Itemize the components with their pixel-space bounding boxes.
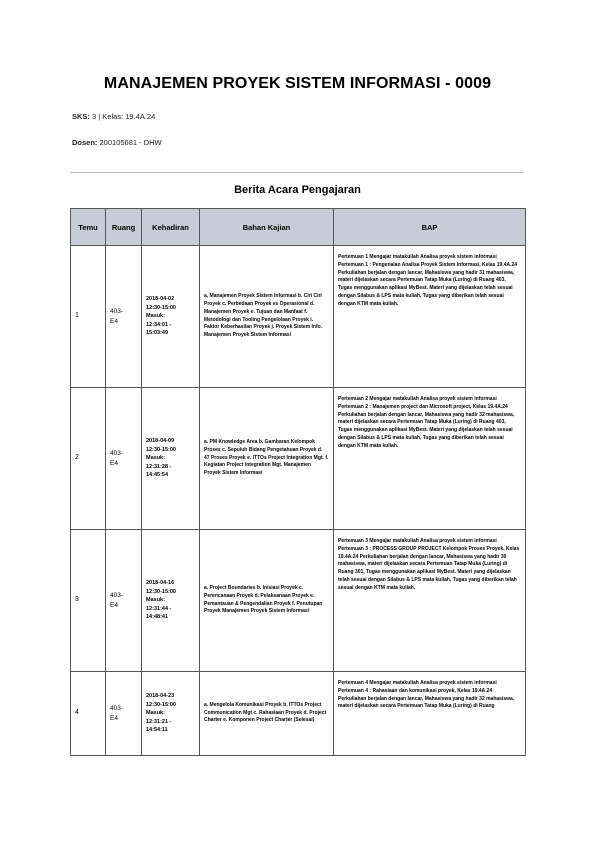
table-header-row [71, 209, 526, 246]
dosen-label: Dosen: [72, 138, 98, 147]
table-row [71, 246, 526, 388]
cell-bahan-kajian: a. PM Knowledge Area b. Gambaran Kelompok Proses c. Sepuluh Bidang Pengetahuan Proyek d. 47 Proses Proyek e. ITTOs Project Integration Mgt. f. Kegiatan Project Integration Mgt. Manajemen Proyek Sistem Informasi [200, 388, 334, 530]
cell-temu: 2 [71, 388, 106, 530]
cell-temu: 4 [71, 672, 106, 756]
cell-kehadiran: 2018-04-02 12:30-15:00 Masuk: 12:34:01 - 15:03:49 [142, 246, 200, 388]
sks-value: 3 | Kelas: 19.4A.24 [92, 112, 156, 121]
cell-kehadiran: 2018-04-23 12:30-15:00 Masuk: 12:31:21 - 14:54:11 [142, 672, 200, 756]
cell-bap: Pertemuan 4 Mengajar matakuliah Analisa proyek sistem informasi Pertemuan 4 : Rahasiaan dan komunikasi proyek, Kelas 19.4A.24 Perkuliahan berjalan dengan lancar, Mahasiswa yang hadir 32 mahasiswa, materi dijelaskan secara Pertemuan Tatap Muka (Luring) di Ruang [334, 672, 526, 756]
cell-bap: Pertemuan 3 Mengajar matakuliah Analisa proyek sistem informasi Pertemuan 3 : PROCESS GROUP PROJECT Kelompok Proses Proyek, Kelas 19.4A.24 Perkuliahan berjalan dengan lancar, Mahasiswa yang hadir 30 mahasiswa, materi dijelaskan secara Pertemuan Tatap Muka (Luring) di Ruang 301, Tugas menggunakan aplikasi MyBest. Materi yang dijelaskan telah sesuai dengan Silabus & LPS mata kuliah, Tugas yang diberikan telah sesuai dengan KTM mata kuliah. [334, 530, 526, 672]
bap-table [70, 208, 526, 756]
header-ruang: Ruang [106, 209, 142, 246]
divider [70, 172, 524, 173]
cell-ruang: 403- E4 [106, 530, 142, 672]
cell-bap: Pertemuan 1 Mengajar matakuliah Analisa proyek sistem informasi Pertemuan 1 : Pengenalan Analisa Proyek Sistem Informasi, Kelas 19.4A.24 Perkuliahan berjalan dengan lancar, Mahasiswa yang hadir 31 mahasiswa, materi dijelaskan secara Pertemuan Tatap Muka (Luring) di Ruang 403, Tugas menggunakan aplikasi MyBest. Materi yang dijelaskan telah sesuai dengan Silabus & LPS mata kuliah, Tugas yang diberikan telah sesuai dengan KTM mata kuliah. [334, 246, 526, 388]
dosen-value: 200105681 - DHW [99, 138, 162, 147]
cell-bahan-kajian: a. Mengelola Komunikasi Proyek b. ITTOs Project Communication Mgt c. Rahasiaan Proyek d. Project Charter e. Komponen Project Charter (Selesai) [200, 672, 334, 756]
cell-bahan-kajian: a. Project Boundaries b. Inisiasi Proyek c. Perencanaan Proyek d. Pelaksanaan Proyek e. Pemantauan & Pengendalian Proyek f. Penutupan Proyek Manajemen Proyek Sistem Informasi [200, 530, 334, 672]
cell-ruang: 403- E4 [106, 672, 142, 756]
section-title: Berita Acara Pengajaran [234, 184, 361, 196]
cell-ruang: 403- E4 [106, 388, 142, 530]
table-row [71, 388, 526, 530]
cell-bahan-kajian: a. Manajemen Proyek Sistem Informasi b. Ciri Ciri Proyek c. Perbedaan Proyek vs Operasional d. Manajemen Proyek e. Tujuan dan Manfaat f. Metodologi dan Tooling Pengelolaan Proyek i. Faktor Keberhasilan Proyek j. Proyek Sistem Info. Manajemen Proyek Sistem Informasi [200, 246, 334, 388]
cell-temu: 3 [71, 530, 106, 672]
header-bap: BAP [334, 209, 526, 246]
cell-ruang: 403- E4 [106, 246, 142, 388]
sks-line [72, 112, 155, 121]
header-bahan-kajian: Bahan Kajian [200, 209, 334, 246]
cell-temu: 1 [71, 246, 106, 388]
table-row [71, 530, 526, 672]
table-row [71, 672, 526, 756]
header-temu: Temu [71, 209, 106, 246]
cell-kehadiran: 2018-04-16 12:30-15:00 Masuk: 12:31:44 - 14:48:41 [142, 530, 200, 672]
dosen-line [72, 138, 162, 147]
document-title: MANAJEMEN PROYEK SISTEM INFORMASI - 0009 [103, 75, 492, 92]
cell-bap: Pertemuan 2 Mengajar matakuliah Analisa proyek sistem informasi Pertemuan 2 : Manajemen project dan Microsoft project, Kelas 19.4A.24 Perkuliahan berjalan dengan lancar, Mahasiswa yang hadir 32 mahasiswa, materi dijelaskan secara Pertemuan Tatap Muka (Luring) di Ruang 403, Tugas menggunakan aplikasi MyBest. Materi yang dijelaskan telah sesuai dengan Silabus & LPS mata kuliah, Tugas yang diberikan telah sesuai dengan KTM mata kuliah. [334, 388, 526, 530]
cell-kehadiran: 2018-04-09 12:30-15:00 Masuk: 12:31:28 - 14:45:54 [142, 388, 200, 530]
sks-label: SKS: [72, 112, 90, 121]
header-kehadiran: Kehadiran [142, 209, 200, 246]
